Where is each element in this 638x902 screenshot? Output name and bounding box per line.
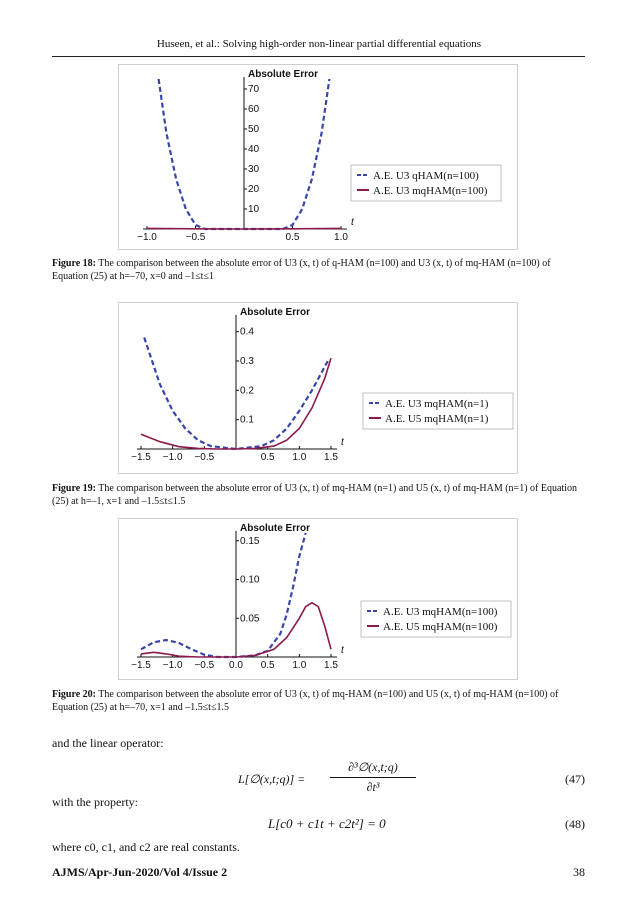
legend-label: A.E. U5 mqHAM(n=100) (383, 621, 498, 633)
figure-19-caption-text: The comparison between the absolute error of U3 (x, t) of mq-HAM (n=1) and U5 (x, t) of mq-HAM (n=1) of Equation (25) at h=–1, x=1 and –1.5≤t≤1.5 (52, 483, 577, 507)
series-line-2 (147, 228, 341, 229)
header-rule (52, 56, 585, 57)
x-tick-label: −1.0 (137, 232, 157, 243)
equation-47-numerator: ∂³∅(x,t;q) (348, 760, 398, 774)
y-tick-label: 0.2 (240, 385, 254, 397)
equation-47-lhs: L[∅(x,t;q)] = (238, 772, 306, 786)
equation-47-fraction-bar (330, 777, 416, 778)
x-tick-label: 1.5 (324, 452, 338, 463)
x-tick-label: −1.0 (162, 452, 183, 463)
x-tick-label: −0.5 (185, 232, 206, 243)
figure-19-caption (52, 482, 587, 508)
figure-19-svg (119, 303, 518, 474)
figure-18-caption (52, 257, 587, 283)
linear-operator-intro: and the linear operator: (52, 736, 164, 750)
x-tick-label: −1.5 (131, 452, 151, 463)
y-tick-label: 20 (248, 184, 260, 195)
y-tick-label: 0.05 (240, 613, 260, 625)
x-axis-label: t (351, 217, 354, 228)
series-line-1 (141, 533, 306, 657)
y-tick-label: 0.1 (240, 414, 254, 426)
chart-title: Absolute Error (240, 307, 311, 318)
x-tick-label: 0.5 (260, 660, 275, 671)
legend-label: A.E. U3 mqHAM(n=100) (373, 185, 488, 197)
figure-20-caption-label: Figure 20: (52, 689, 96, 700)
figure-18-plot (118, 64, 518, 250)
equation-48-label: (48) (565, 817, 585, 831)
figure-18-caption-text: The comparison between the absolute error of U3 (x, t) of q-HAM (n=100) and U3 (x, t) of mq-HAM (n=100) of Equation (25) at h=–70, x=0 and –1≤t≤1 (52, 258, 551, 282)
constants-text: where c0, c1, and c2 are real constants. (52, 840, 240, 854)
figure-19-plot (118, 302, 518, 474)
y-tick-label: 70 (248, 84, 260, 95)
y-tick-label: 0.10 (240, 574, 260, 586)
figure-18-svg (119, 65, 518, 250)
y-tick-label: 30 (248, 164, 260, 175)
x-axis-label: t (341, 645, 344, 656)
x-tick-label: −1.5 (131, 660, 151, 671)
x-tick-label: 0.0 (229, 660, 243, 671)
y-tick-label: 60 (248, 104, 260, 115)
figure-18-caption-label: Figure 18: (52, 258, 96, 269)
figure-20-plot (118, 518, 518, 680)
figure-20-caption-text: The comparison between the absolute error of U3 (x, t) of mq-HAM (n=100) and U5 (x, t) of mq-HAM (n=100) of Equation (25) at h=–70, x=1 and –1.5≤t≤1.5 (52, 689, 559, 713)
x-tick-label: 0.5 (260, 452, 275, 463)
y-tick-label: 0.3 (240, 356, 254, 367)
chart-title: Absolute Error (248, 69, 319, 80)
legend-label: A.E. U3 qHAM(n=100) (373, 170, 479, 182)
legend-label: A.E. U3 mqHAM(n=100) (383, 606, 498, 618)
property-intro: with the property: (52, 795, 138, 809)
figure-20-svg (119, 519, 518, 680)
x-tick-label: −0.5 (194, 660, 215, 671)
footer-journal: AJMS/Apr-Jun-2020/Vol 4/Issue 2 (52, 865, 228, 879)
y-tick-label: 0.15 (240, 535, 260, 547)
x-tick-label: 1.0 (334, 232, 348, 243)
figure-20-caption (52, 688, 587, 714)
footer-page-number: 38 (573, 865, 585, 879)
x-tick-label: −1.0 (162, 660, 183, 671)
equation-47-denominator: ∂t³ (366, 780, 380, 794)
y-tick-label: 10 (248, 204, 260, 215)
x-tick-label: 1.5 (324, 660, 338, 671)
chart-title: Absolute Error (240, 523, 311, 534)
running-head: Huseen, et al.: Solving high-order non-linear partial differential equations (156, 38, 482, 50)
x-tick-label: −0.5 (194, 452, 215, 463)
y-tick-label: 0.4 (240, 326, 254, 338)
y-tick-label: 50 (248, 124, 260, 135)
equation-48: L[c0 + c1t + c2t²] = 0 (268, 816, 386, 831)
legend-label: A.E. U3 mqHAM(n=1) (385, 398, 489, 410)
legend-label: A.E. U5 mqHAM(n=1) (385, 413, 489, 425)
x-tick-label: 1.0 (292, 452, 307, 463)
y-tick-label: 40 (248, 144, 260, 155)
x-axis-label: t (341, 437, 344, 448)
figure-19-caption-label: Figure 19: (52, 483, 96, 494)
equation-47 (238, 760, 438, 800)
equation-47-label: (47) (565, 772, 585, 786)
x-tick-label: 0.5 (285, 232, 300, 243)
x-tick-label: 1.0 (292, 660, 307, 671)
